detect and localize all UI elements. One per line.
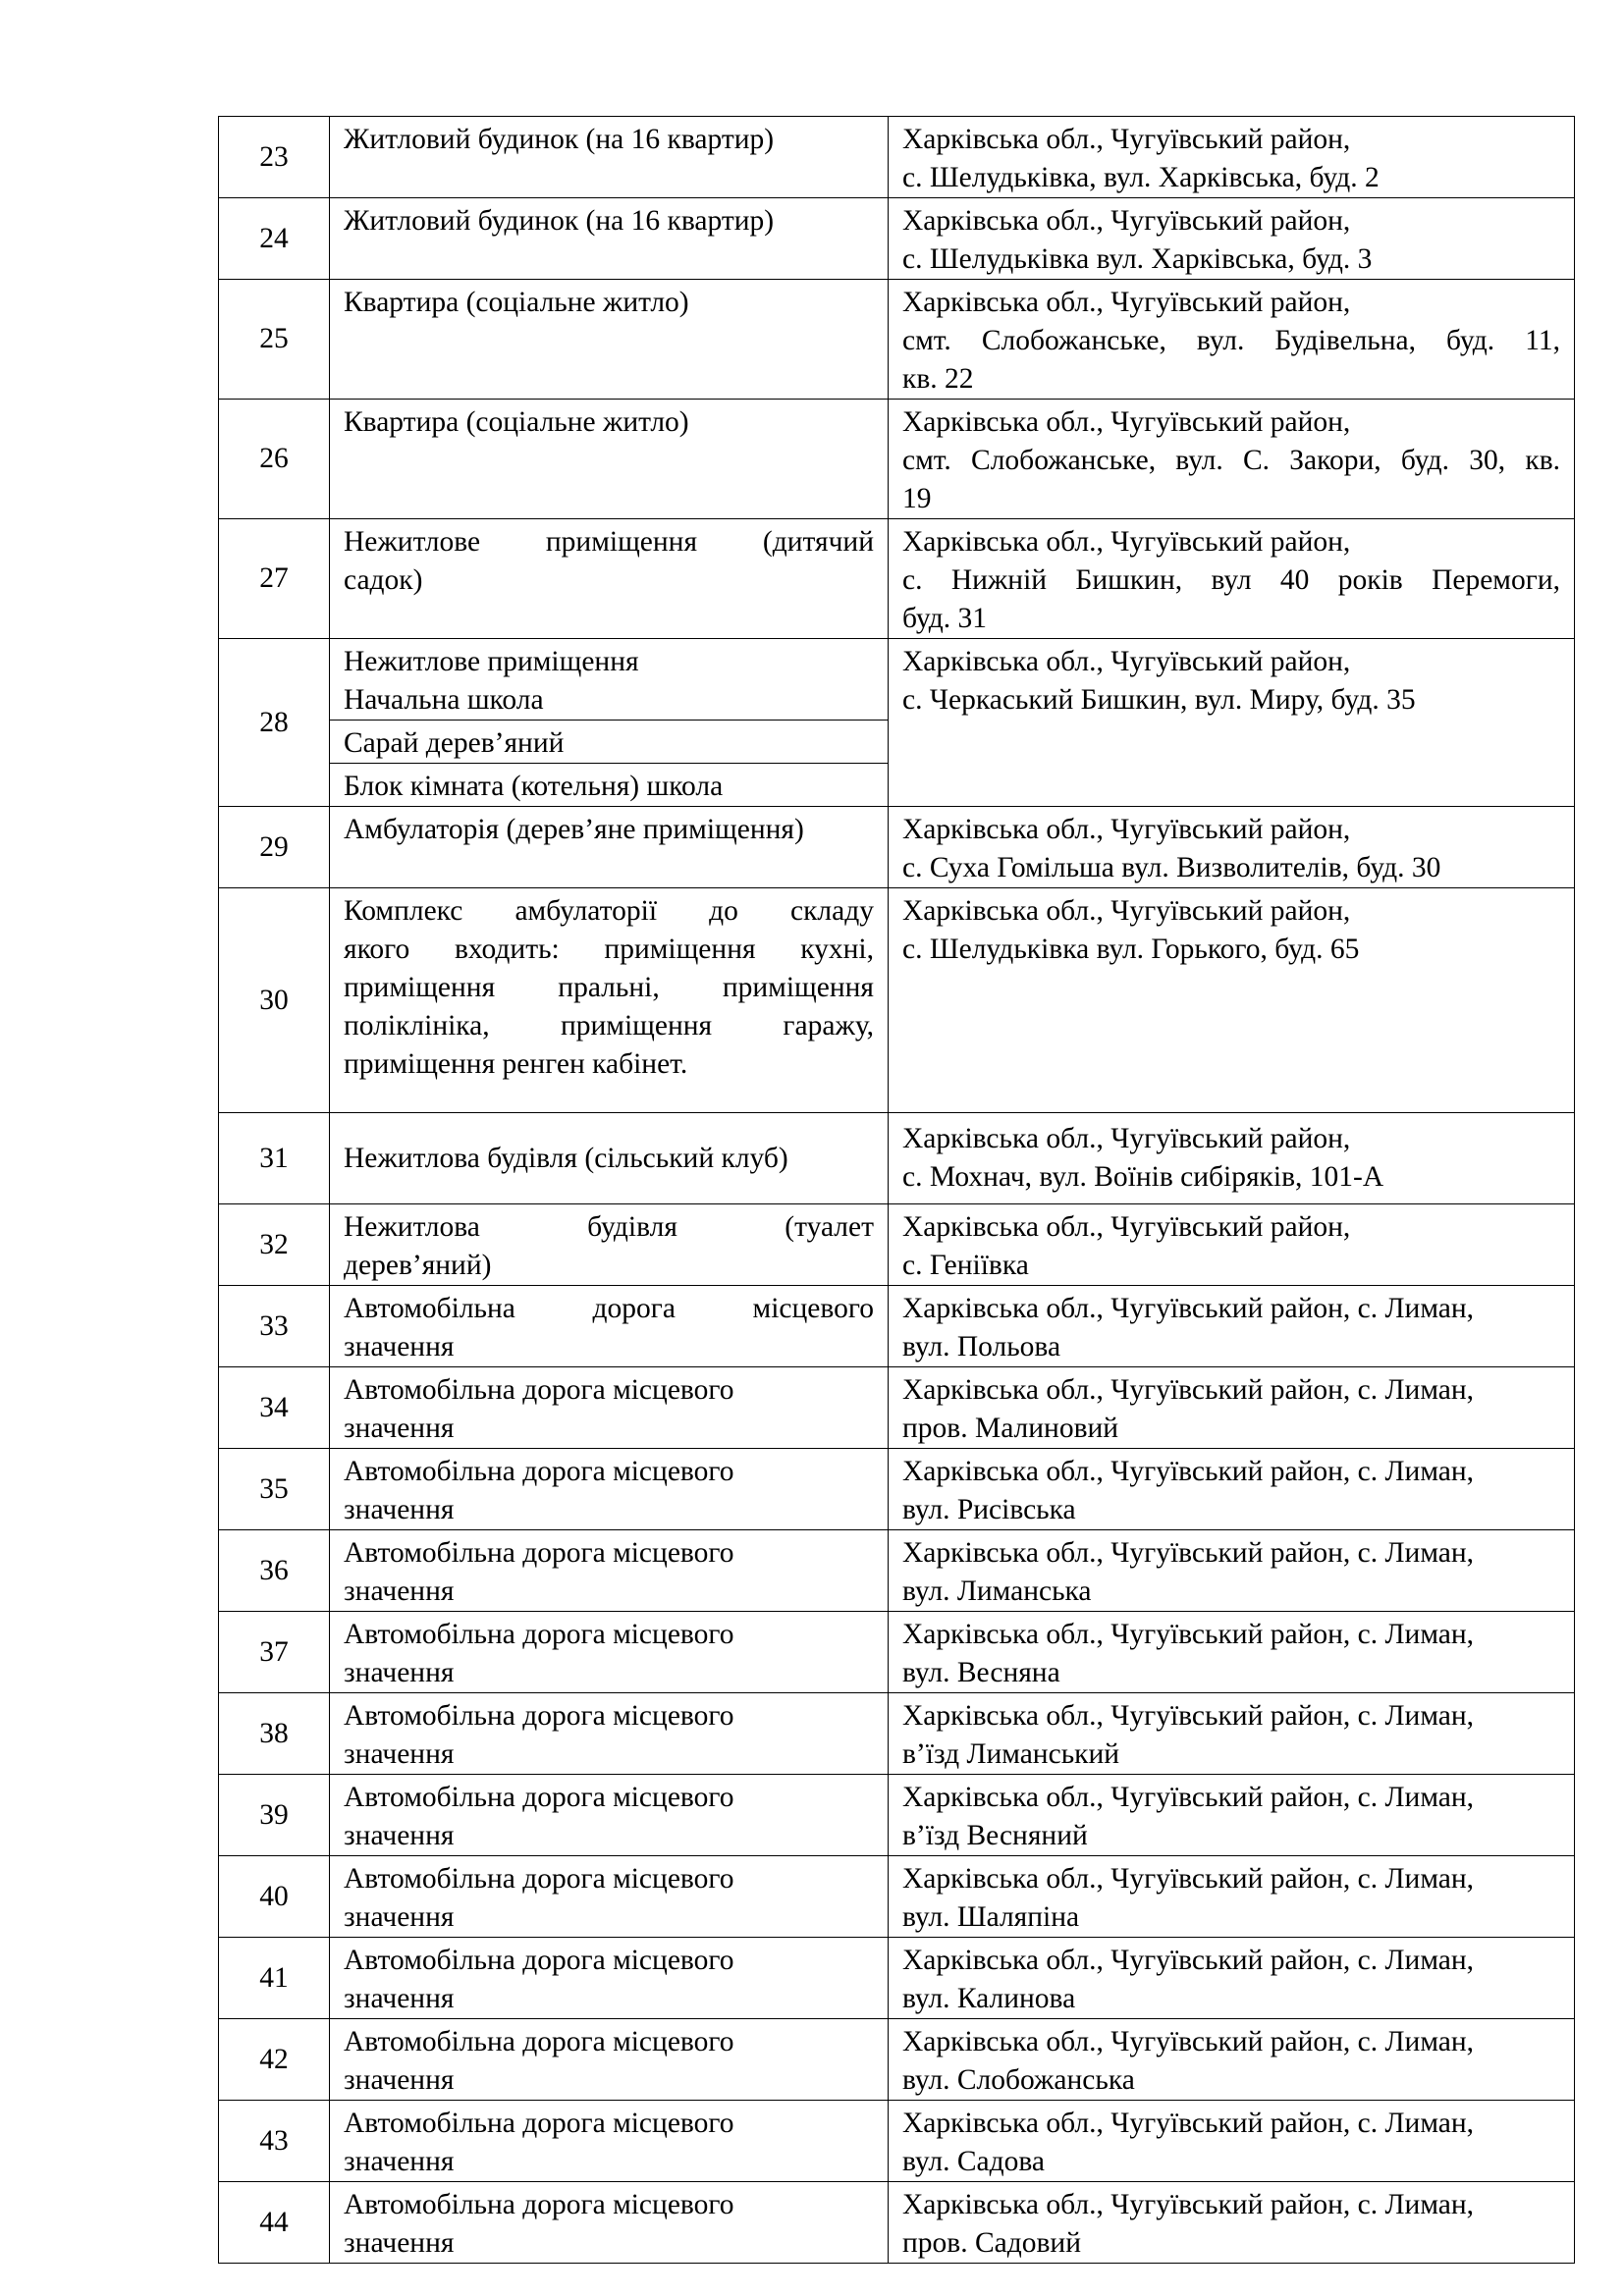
object-address (889, 519, 1575, 639)
object-name (330, 2019, 889, 2101)
table-row (219, 888, 1575, 1113)
cell-text-line: в’їзд Лиманський (902, 1738, 1120, 1770)
table-row (219, 280, 1575, 400)
cell-text-line: Харківська обл., Чугуївський район, с. Лиман, (902, 1537, 1475, 1569)
object-name (330, 807, 889, 888)
cell-text-line: Харківська обл., Чугуївський район, с. Лиман, (902, 1863, 1475, 1895)
table-row (219, 2182, 1575, 2264)
cell-text-line: Автомобільна дорога місцевого (344, 1537, 734, 1569)
cell-text-line: Харківська обл., Чугуївський район, (902, 1211, 1351, 1243)
table-row (219, 1286, 1575, 1367)
row-number: 39 (219, 1775, 330, 1856)
cell-text-line: Автомобільна дорога місцевого (344, 1863, 734, 1895)
object-address (889, 1113, 1575, 1204)
cell-text-line: вул. Польова (902, 1331, 1061, 1362)
row-number: 31 (219, 1113, 330, 1204)
cell-text-line: Квартира (соціальне житло) (344, 406, 689, 438)
cell-text-line: Харківська обл., Чугуївський район, (902, 124, 1351, 155)
object-name (330, 280, 889, 400)
table-row (219, 198, 1575, 280)
row-number: 40 (219, 1856, 330, 1938)
object-name (330, 1775, 889, 1856)
row-number: 29 (219, 807, 330, 888)
object-address (889, 117, 1575, 198)
row-number: 43 (219, 2101, 330, 2182)
cell-text-line: Комплекс амбулаторії до складу (344, 895, 874, 927)
cell-text-line: с. Шелудьківка вул. Харківська, буд. 3 (902, 243, 1373, 275)
cell-text-line: значення (344, 1575, 455, 1607)
row-number: 23 (219, 117, 330, 198)
object-name (330, 888, 889, 1113)
table-row (219, 1775, 1575, 1856)
row-number: 41 (219, 1938, 330, 2019)
table-row (219, 639, 1575, 721)
row-number: 38 (219, 1693, 330, 1775)
table-row (219, 1530, 1575, 1612)
cell-text-line: значення (344, 1901, 455, 1933)
cell-text-line: смт. Слобожанське, вул. С. Закори, буд. 30, кв. (902, 445, 1560, 476)
cell-text-line: Автомобільна дорога місцевого (344, 2189, 734, 2220)
object-name (330, 1612, 889, 1693)
cell-text-line: буд. 31 (902, 603, 988, 634)
object-address (889, 2101, 1575, 2182)
cell-text-line: Харківська обл., Чугуївський район, с. Лиман, (902, 1456, 1475, 1487)
object-name-sub (330, 639, 889, 721)
cell-text-line: пров. Садовий (902, 2227, 1081, 2259)
object-address (889, 1530, 1575, 1612)
cell-text-line: в’їзд Весняний (902, 1820, 1088, 1851)
object-name (330, 2101, 889, 2182)
row-number: 26 (219, 400, 330, 519)
cell-text-line: Автомобільна дорога місцевого (344, 2108, 734, 2139)
table-row (219, 1693, 1575, 1775)
cell-text-line: садок) (344, 564, 423, 596)
cell-text-line: приміщення пральні, приміщення (344, 972, 874, 1003)
object-address (889, 1367, 1575, 1449)
object-name (330, 1367, 889, 1449)
cell-text-line: Харківська обл., Чугуївський район, с. Лиман, (902, 1782, 1475, 1813)
cell-text-line: значення (344, 2064, 455, 2096)
row-number: 27 (219, 519, 330, 639)
cell-text-line: Харківська обл., Чугуївський район, (902, 287, 1351, 318)
object-name (330, 1113, 889, 1204)
table-row (219, 1612, 1575, 1693)
object-name-sub (330, 764, 889, 807)
cell-text-line: вул. Садова (902, 2146, 1046, 2177)
cell-text-line: Харківська обл., Чугуївський район, с. Лиман, (902, 1700, 1475, 1732)
object-name-sub (330, 721, 889, 764)
cell-text-line: вул. Весняна (902, 1657, 1060, 1688)
table-row (219, 1856, 1575, 1938)
cell-text-line: Харківська обл., Чугуївський район, (902, 406, 1351, 438)
row-number: 44 (219, 2182, 330, 2264)
cell-text-line: Житловий будинок (на 16 квартир) (344, 205, 775, 237)
table-row (219, 1113, 1575, 1204)
cell-text-line: Автомобільна дорога місцевого (344, 1293, 874, 1324)
table-row (219, 1367, 1575, 1449)
cell-text-line: Автомобільна дорога місцевого (344, 1456, 734, 1487)
cell-text-line: Сарай дерев’яний (344, 727, 565, 759)
object-name (330, 400, 889, 519)
cell-text-line: Автомобільна дорога місцевого (344, 1619, 734, 1650)
cell-text-line: Нежитлове приміщення (344, 646, 639, 677)
cell-text-line: Начальна школа (344, 684, 544, 716)
row-number: 25 (219, 280, 330, 400)
cell-text-line: с. Шелудьківка вул. Горького, буд. 65 (902, 934, 1360, 965)
row-number: 35 (219, 1449, 330, 1530)
cell-text-line: значення (344, 1413, 455, 1444)
cell-text-line: Харківська обл., Чугуївський район, с. Лиман, (902, 2108, 1475, 2139)
cell-text-line: Харківська обл., Чугуївський район, с. Лиман, (902, 1619, 1475, 1650)
cell-text-line: приміщення ренген кабінет. (344, 1048, 688, 1080)
cell-text-line: значення (344, 1494, 455, 1525)
cell-text-line: 19 (902, 483, 932, 514)
table-row (219, 117, 1575, 198)
row-number: 42 (219, 2019, 330, 2101)
cell-text-line: с. Черкаський Бишкин, вул. Миру, буд. 35 (902, 684, 1416, 716)
cell-text-line: Харківська обл., Чугуївський район, (902, 1123, 1351, 1154)
object-address (889, 888, 1575, 1113)
cell-text-line: вул. Калинова (902, 1983, 1076, 2014)
cell-text-line: значення (344, 2146, 455, 2177)
cell-text-line: смт. Слобожанське, вул. Будівельна, буд. 11, (902, 325, 1560, 356)
cell-text-line: с. Шелудьківка, вул. Харківська, буд. 2 (902, 162, 1380, 193)
object-name (330, 1693, 889, 1775)
cell-text-line: Автомобільна дорога місцевого (344, 1782, 734, 1813)
object-address (889, 2019, 1575, 2101)
object-address (889, 198, 1575, 280)
cell-text-line: Харківська обл., Чугуївський район, с. Лиман, (902, 2189, 1475, 2220)
cell-text-line: Нежитлова будівля (сільський клуб) (344, 1142, 788, 1174)
object-address (889, 807, 1575, 888)
object-address (889, 2182, 1575, 2264)
cell-text-line: Житловий будинок (на 16 квартир) (344, 124, 775, 155)
object-address (889, 1938, 1575, 2019)
cell-text-line: значення (344, 1738, 455, 1770)
cell-text-line: Автомобільна дорога місцевого (344, 2026, 734, 2057)
object-name (330, 519, 889, 639)
cell-text-line: Харківська обл., Чугуївський район, (902, 814, 1351, 845)
object-name (330, 2182, 889, 2264)
object-name (330, 117, 889, 198)
table-row (219, 1449, 1575, 1530)
object-name (330, 1204, 889, 1286)
cell-text-line: Харківська обл., Чугуївський район, (902, 205, 1351, 237)
table-row (219, 2019, 1575, 2101)
object-address (889, 639, 1575, 807)
object-address (889, 1856, 1575, 1938)
object-name (330, 1530, 889, 1612)
table-row (219, 1938, 1575, 2019)
object-name (330, 1938, 889, 2019)
cell-text-line: вул. Слобожанська (902, 2064, 1135, 2096)
table-row (219, 400, 1575, 519)
cell-text-line: вул. Шаляпіна (902, 1901, 1080, 1933)
row-number: 30 (219, 888, 330, 1113)
object-address (889, 1775, 1575, 1856)
table-row (219, 519, 1575, 639)
cell-text-line: Автомобільна дорога місцевого (344, 1374, 734, 1406)
table-row (219, 2101, 1575, 2182)
cell-text-line: Харківська обл., Чугуївський район, с. Лиман, (902, 1945, 1475, 1976)
cell-text-line: вул. Рисівська (902, 1494, 1076, 1525)
row-number: 36 (219, 1530, 330, 1612)
object-name (330, 198, 889, 280)
table-row (219, 1204, 1575, 1286)
row-number: 24 (219, 198, 330, 280)
cell-text-line: якого входить: приміщення кухні, (344, 934, 874, 965)
cell-text-line: Харківська обл., Чугуївський район, с. Лиман, (902, 2026, 1475, 2057)
cell-text-line: дерев’яний) (344, 1250, 492, 1281)
object-name (330, 1449, 889, 1530)
object-name (330, 1856, 889, 1938)
property-table (218, 116, 1575, 2264)
cell-text-line: Харківська обл., Чугуївський район, (902, 526, 1351, 558)
property-table-body (219, 117, 1575, 2264)
row-number: 37 (219, 1612, 330, 1693)
cell-text-line: Харківська обл., Чугуївський район, с. Лиман, (902, 1374, 1475, 1406)
object-address (889, 1204, 1575, 1286)
cell-text-line: Харківська обл., Чугуївський район, (902, 646, 1351, 677)
cell-text-line: Автомобільна дорога місцевого (344, 1945, 734, 1976)
object-name (330, 1286, 889, 1367)
cell-text-line: поліклініка, приміщення гаражу, (344, 1010, 874, 1041)
row-number: 28 (219, 639, 330, 807)
cell-text-line: вул. Лиманська (902, 1575, 1092, 1607)
table-row (219, 807, 1575, 888)
object-address (889, 400, 1575, 519)
cell-text-line: Нежитлове приміщення (дитячий (344, 526, 874, 558)
cell-text-line: Автомобільна дорога місцевого (344, 1700, 734, 1732)
object-address (889, 1286, 1575, 1367)
object-address (889, 1449, 1575, 1530)
cell-text-line: с. Суха Гомільша вул. Визволителів, буд. 30 (902, 852, 1441, 883)
cell-text-line: с. Геніївка (902, 1250, 1029, 1281)
cell-text-line: с. Нижній Бишкин, вул 40 років Перемоги, (902, 564, 1560, 596)
cell-text-line: кв. 22 (902, 363, 974, 395)
cell-text-line: Блок кімната (котельня) школа (344, 771, 724, 802)
cell-text-line: значення (344, 1331, 455, 1362)
cell-text-line: значення (344, 1983, 455, 2014)
cell-text-line: Нежитлова будівля (туалет (344, 1211, 874, 1243)
object-address (889, 280, 1575, 400)
cell-text-line: пров. Малиновий (902, 1413, 1119, 1444)
object-address (889, 1612, 1575, 1693)
cell-text-line: Амбулаторія (дерев’яне приміщення) (344, 814, 804, 845)
object-address (889, 1693, 1575, 1775)
row-number: 34 (219, 1367, 330, 1449)
cell-text-line: Харківська обл., Чугуївський район, (902, 895, 1351, 927)
cell-text-line: Харківська обл., Чугуївський район, с. Лиман, (902, 1293, 1475, 1324)
cell-text-line: Квартира (соціальне житло) (344, 287, 689, 318)
cell-text-line: значення (344, 1657, 455, 1688)
cell-text-line: с. Мохнач, вул. Воїнів сибіряків, 101-А (902, 1161, 1384, 1193)
row-number: 32 (219, 1204, 330, 1286)
cell-text-line: значення (344, 1820, 455, 1851)
row-number: 33 (219, 1286, 330, 1367)
cell-text-line: значення (344, 2227, 455, 2259)
